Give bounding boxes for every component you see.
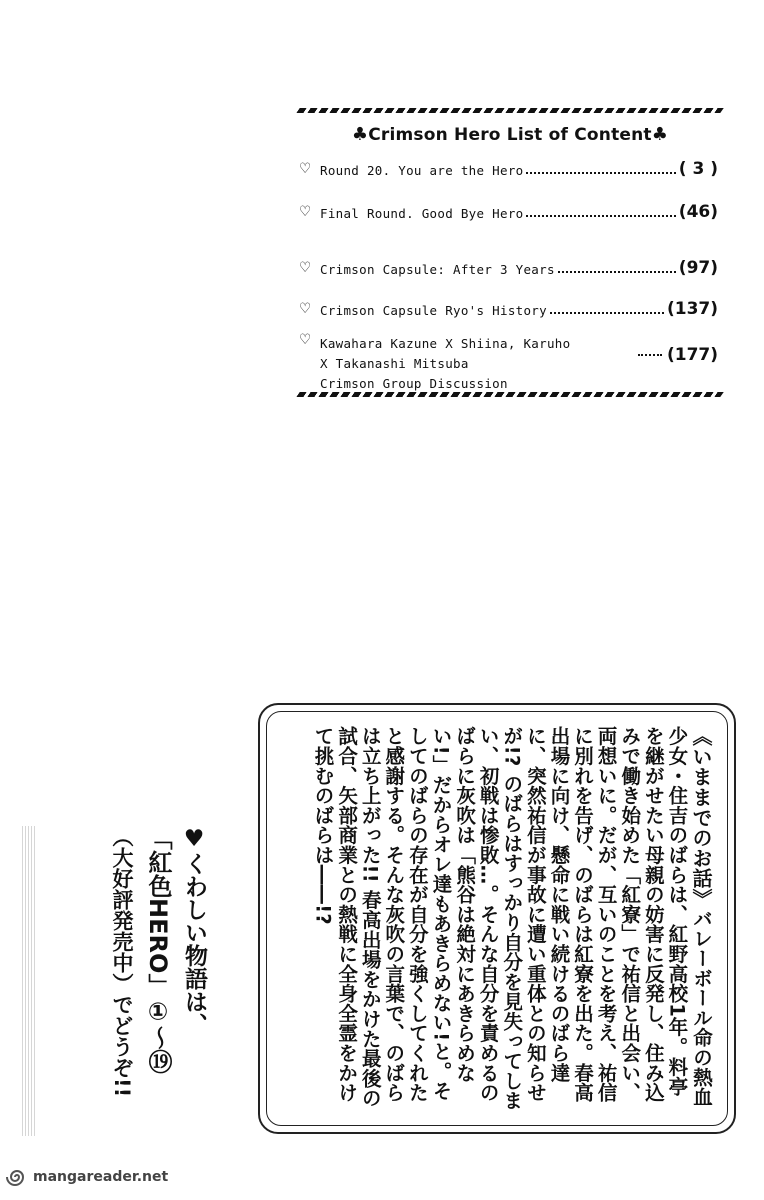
toc-entry-line: Kawahara Kazune X Shiina, Karuho [320, 336, 571, 351]
watermark [4, 1166, 168, 1188]
toc-entry [300, 161, 718, 178]
toc-entry-line: Crimson Group Discussion [320, 376, 508, 391]
decorative-stripe [22, 826, 36, 1136]
toc-entry-label: Final Round. Good Bye Hero [320, 206, 524, 221]
toc-entry-lines [320, 334, 570, 394]
toc-entry [300, 204, 718, 221]
toc-entry [300, 301, 718, 318]
toc-title [298, 124, 722, 145]
toc-entry-page: (137) [666, 299, 718, 319]
toc-entry-page: (97) [678, 258, 718, 278]
story-summary-inner-border [266, 711, 728, 1126]
spiral-logo-icon [4, 1166, 30, 1188]
side-note [62, 826, 212, 1126]
heart-icon: ♡ [300, 159, 311, 179]
dot-leader [638, 354, 662, 356]
toc-entry-label: Crimson Capsule Ryo's History [320, 303, 547, 318]
heart-icon: ♡ [300, 330, 311, 350]
toc-entry-line: X Takanashi Mitsuba [320, 356, 469, 371]
toc-entry-label: Crimson Capsule: After 3 Years [320, 262, 555, 277]
heart-icon: ♡ [300, 258, 311, 278]
side-note-line: ♥くわしい物語は、 [181, 826, 207, 1036]
story-body: バレーボール命の熱血少女・住吉のばらは、紅野高校1年。料亭を継がせたい母親の妨害に反発し、住み込みで働き始めた「紅寮」で祐信と出会い、両想いに。だが、互いのことを考え、祐信に別れを告げ、のばらは紅寮を出た。春高出場に向け、懸命に戦い続けるのばら達に、突然祐信が事故に遭い重体との知らせが!? のばらはすっかり自分を見失ってしまい、初戦は惨敗…。そんな自分を責めるのばらに灰吹は「熊谷は絶対にあきらめない!」だからオレ達もあきらめない!と。そしてのばらの存在が自分を強くしてくれたと感謝する。そんな灰吹の言葉で、のばらは立ち上がった!! 春高出場をかけた最後の試合、矢部商業との熱戦に全身全霊をかけて挑むのばらは――!? [311, 726, 713, 1111]
toc-entry [300, 260, 718, 277]
toc-entry-label: Round 20. You are the Hero [320, 163, 524, 178]
dot-leader [558, 271, 676, 273]
toc-entry-page: (177) [666, 345, 718, 365]
heart-icon: ♡ [300, 202, 311, 222]
toc-top-rule [296, 108, 724, 113]
story-summary-text [281, 726, 713, 1113]
side-note-line: 「紅色HERO」①〜⑲ [144, 826, 172, 1074]
heart-icon: ♡ [300, 299, 311, 319]
toc-title-text: Crimson Hero List of Content [368, 125, 652, 145]
dot-leader [526, 172, 675, 174]
club-icon: ♣ [651, 124, 669, 145]
watermark-text: mangareader.net [33, 1169, 169, 1185]
club-icon: ♣ [351, 124, 369, 145]
toc-bottom-rule [296, 392, 724, 397]
dot-leader [550, 312, 664, 314]
dot-leader [526, 215, 675, 217]
toc-entry-page: ( 3 ) [678, 159, 718, 179]
story-summary-box [258, 703, 736, 1134]
side-note-line: （大好評発売中）でどうぞ!! [110, 826, 134, 1098]
toc-entry-page: (46) [678, 202, 718, 222]
story-heading: 《いままでのお話》 [689, 726, 713, 909]
